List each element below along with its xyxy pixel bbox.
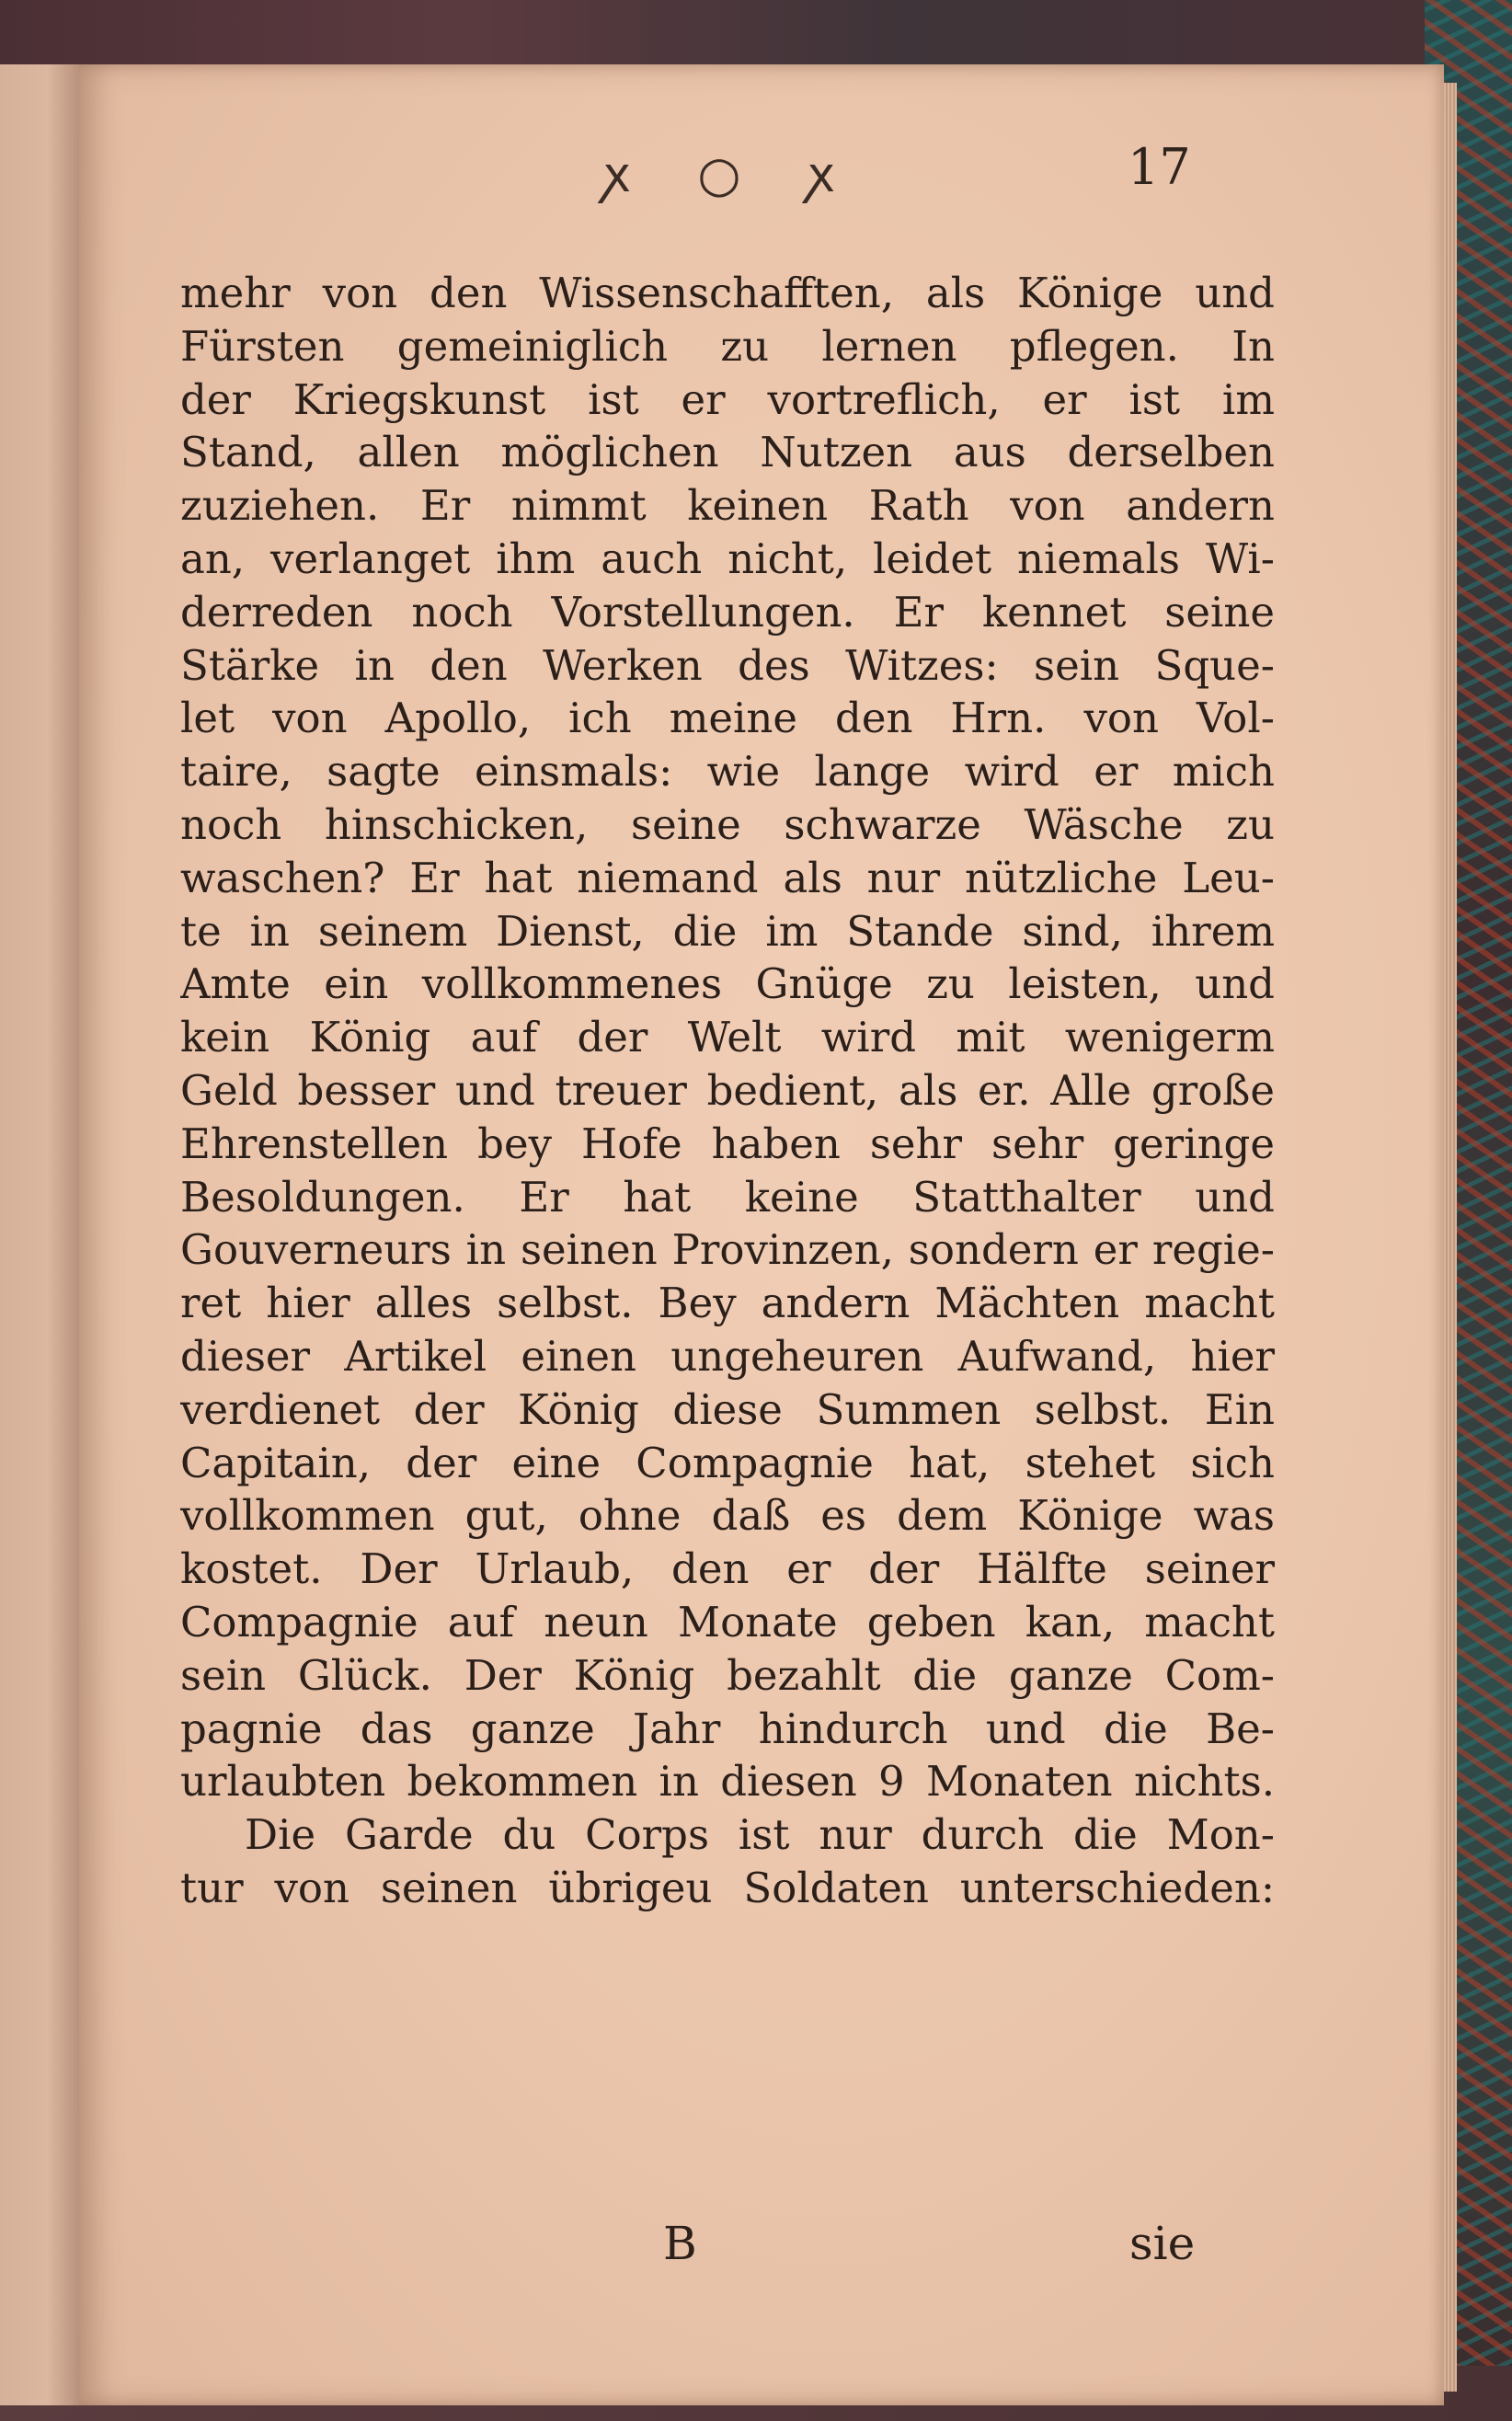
text-line: taire, sagte einsmals: wie lange wird er mich [180,747,1275,797]
page-header [79,138,1444,212]
text-line: ret hier alles selbst. Bey andern Mächten macht [180,1279,1275,1328]
page-stack-edge [1444,83,1457,2392]
text-line: Stärke in den Werken des Witzes: sein Sque- [180,640,1275,690]
text-line: Fürsten gemeiniglich zu lernen pflegen. In [180,321,1275,371]
body-text [180,267,1275,1915]
text-line: Amte ein vollkommenes Gnüge zu leisten, und [180,959,1275,1009]
text-line: Stand, allen möglichen Nutzen aus derselben [180,428,1275,477]
text-line: vollkommen gut, ohne daß es dem Könige was [180,1491,1275,1541]
text-line: Ehrenstellen bey Hofe haben sehr sehr geringe [180,1119,1275,1168]
text-line: der Kriegskunst ist er vortreflich, er ist im [180,374,1275,424]
page-number: 17 [1128,138,1191,196]
text-line: noch hinschicken, seine schwarze Wäsche zu [180,799,1275,849]
header-ornament: ꭗ ○ ꭗ [603,145,861,203]
text-line: kein König auf der Welt wird mit wenigerm [180,1013,1275,1062]
book-page [79,64,1444,2405]
text-line: let von Apollo, ich meine den Hrn. von Vol- [180,694,1275,743]
text-line: waschen? Er hat niemand als nur nützliche Leu- [180,853,1275,902]
facing-page-edge [0,64,79,2405]
text-line: derreden noch Vorstellungen. Er kennet seine [180,587,1275,637]
text-line: Geld besser und treuer bedient, als er. Alle große [180,1065,1275,1115]
text-line: kostet. Der Urlaub, den er der Hälfte seiner [180,1544,1275,1594]
text-line: tur von seinen übrigeu Soldaten unterschieden: [180,1863,1275,1912]
text-line: urlaubten bekommen in diesen 9 Monaten nichts. [180,1757,1275,1807]
text-line: Compagnie auf neun Monate geben kan, macht [180,1597,1275,1647]
text-line: zuziehen. Er nimmt keinen Rath von andern [180,481,1275,531]
text-line: an, verlanget ihm auch nicht, leidet niemals Wi- [180,534,1275,583]
text-line: te in seinem Dienst, die im Stande sind, ihrem [180,906,1275,956]
text-line: dieser Artikel einen ungeheuren Aufwand, hier [180,1331,1275,1381]
text-line: Besoldungen. Er hat keine Statthalter und [180,1172,1275,1222]
text-line: verdienet der König diese Summen selbst. Ein [180,1384,1275,1434]
text-line: sein Glück. Der König bezahlt die ganze Com- [180,1650,1275,1700]
catchword: sie [1129,2217,1196,2270]
text-line: pagnie das ganze Jahr hindurch und die Be- [180,1704,1275,1753]
text-line: Capitain, der eine Compagnie hat, stehet sich [180,1438,1275,1487]
text-line: mehr von den Wissenschafften, als Könige und [180,269,1275,317]
text-line: Die Garde du Corps ist nur durch die Mon- [245,1810,1275,1860]
text-line: Gouverneurs in seinen Provinzen, sondern er regie- [180,1225,1275,1275]
signature-mark: B [663,2217,697,2270]
